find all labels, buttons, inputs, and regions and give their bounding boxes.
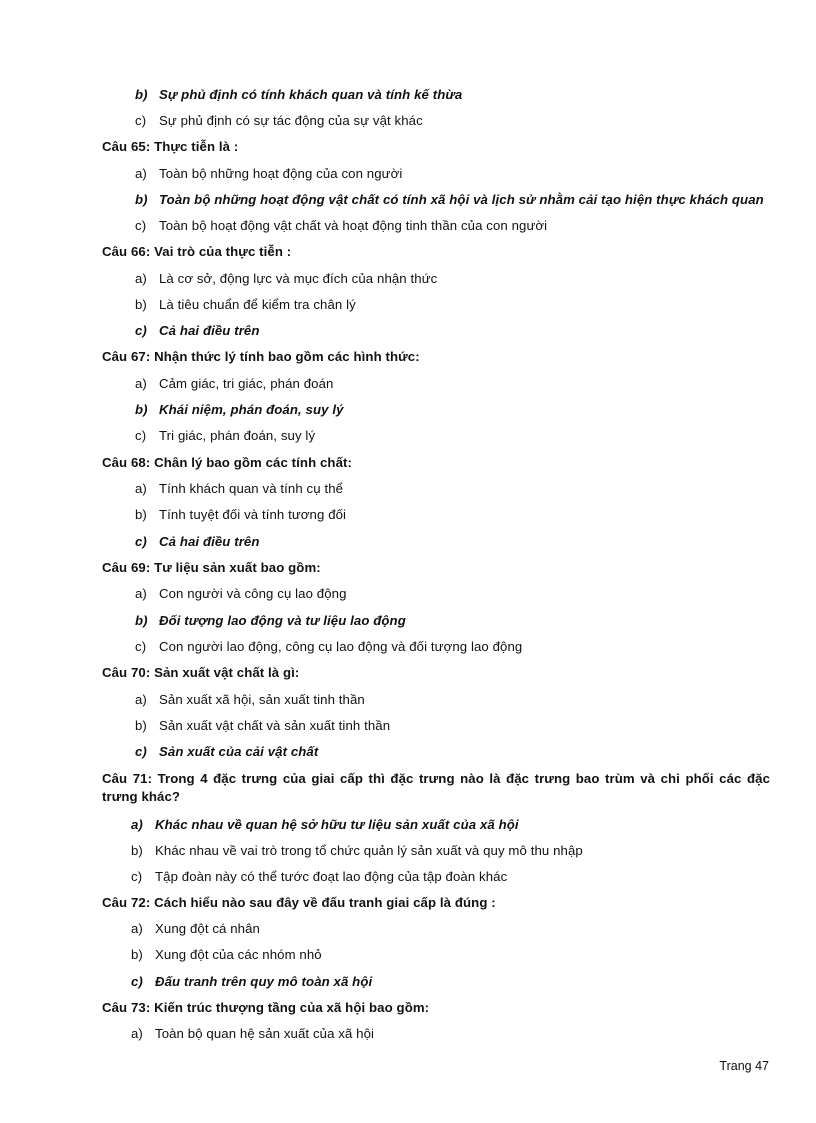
option-label: c): [135, 534, 147, 549]
answer-option: [135, 691, 365, 709]
answer-option: [135, 270, 437, 288]
option-text: Khác nhau về quan hệ sở hữu tư liệu sản xuất của xã hội: [155, 817, 519, 832]
answer-option: [135, 401, 344, 419]
option-label: c): [135, 744, 147, 759]
option-text: Khác nhau về vai trò trong tổ chức quản lý sản xuất và quy mô thu nhập: [155, 843, 583, 858]
option-label: c): [131, 869, 143, 884]
answer-option: [135, 296, 356, 314]
option-label: b): [135, 192, 148, 207]
option-text: Đối tượng lao động và tư liệu lao động: [159, 613, 406, 628]
answer-option: [131, 946, 322, 964]
answer-option: [135, 585, 347, 603]
page-number: Trang 47: [719, 1059, 769, 1073]
option-text: Cả hai điều trên: [159, 323, 260, 338]
option-label: b): [135, 297, 147, 312]
option-text: Tính tuyệt đối và tính tương đối: [159, 507, 347, 522]
option-text: Xung đột cá nhân: [155, 921, 260, 936]
option-label: a): [135, 692, 147, 707]
answer-option: [135, 112, 423, 130]
option-text: Đấu tranh trên quy mô toàn xã hội: [155, 974, 373, 989]
option-text: Cảm giác, tri giác, phán đoán: [159, 376, 334, 391]
answer-option: [135, 612, 406, 630]
option-label: b): [131, 947, 143, 962]
answer-option: [135, 375, 333, 393]
question-heading: Câu 73: Kiến trúc thượng tầng của xã hội bao gồm:: [102, 1000, 430, 1015]
question-heading: Câu 72: Cách hiểu nào sau đây về đấu tranh giai cấp là đúng :: [102, 895, 496, 910]
option-text: Cả hai điều trên: [159, 534, 260, 549]
answer-option: [135, 86, 462, 104]
answer-option: [131, 816, 519, 834]
option-text: Là tiêu chuẩn để kiểm tra chân lý: [159, 297, 356, 312]
answer-option: [131, 842, 583, 860]
answer-option: [135, 191, 764, 209]
option-text: Tập đoàn này có thể tước đoạt lao động của tập đoàn khác: [155, 869, 508, 884]
option-text: Toàn bộ hoạt động vật chất và hoạt động tinh thần của con người: [159, 218, 548, 233]
answer-option: [135, 717, 390, 735]
answer-option: [131, 973, 372, 991]
option-text: Sự phủ định có tính khách quan và tính kế thừa: [159, 87, 463, 102]
option-label: b): [135, 402, 148, 417]
option-text: Xung đột của các nhóm nhỏ: [155, 947, 322, 962]
option-label: a): [135, 166, 147, 181]
option-label: a): [131, 817, 143, 832]
question-heading: Câu 65: Thực tiễn là :: [102, 139, 239, 154]
answer-option: [135, 427, 315, 445]
option-label: c): [135, 428, 147, 443]
option-label: c): [135, 218, 147, 233]
question-heading: Câu 67: Nhận thức lý tính bao gồm các hình thức:: [102, 349, 420, 364]
option-label: c): [135, 639, 147, 654]
question-heading: Câu 71: Trong 4 đặc trưng của giai cấp thì đặc trưng nào là đặc trưng bao trùm và chi phối các đặc trưng khác?: [102, 771, 770, 804]
answer-option: [135, 743, 318, 761]
question-heading: Câu 70: Sản xuất vật chất là gì:: [102, 665, 300, 680]
option-label: b): [135, 718, 147, 733]
answer-option: [135, 480, 343, 498]
option-label: a): [135, 586, 147, 601]
option-label: a): [135, 481, 147, 496]
option-text: Sản xuất vật chất và sản xuất tinh thần: [159, 718, 391, 733]
option-label: b): [131, 843, 143, 858]
option-text: Toàn bộ những hoạt động vật chất có tính xã hội và lịch sử nhằm cải tạo hiện thực khách quan: [159, 192, 764, 207]
answer-option: [135, 322, 260, 340]
option-label: a): [135, 376, 147, 391]
option-text: Con người lao động, công cụ lao động và đối tượng lao động: [159, 639, 523, 654]
option-text: Con người và công cụ lao động: [159, 586, 347, 601]
option-text: Tính khách quan và tính cụ thể: [159, 481, 344, 496]
answer-option: [135, 638, 522, 656]
option-label: a): [131, 1026, 143, 1041]
answer-option: [131, 1025, 374, 1043]
answer-option: [135, 165, 402, 183]
option-text: Toàn bộ những hoạt động của con người: [159, 166, 403, 181]
option-text: Sự phủ định có sự tác động của sự vật khác: [159, 113, 423, 128]
option-label: c): [131, 974, 143, 989]
answer-option: [135, 217, 547, 235]
option-text: Toàn bộ quan hệ sản xuất của xã hội: [155, 1026, 375, 1041]
option-text: Sản xuất của cải vật chất: [159, 744, 319, 759]
answer-option: [131, 868, 507, 886]
option-text: Tri giác, phán đoán, suy lý: [159, 428, 316, 443]
option-label: b): [135, 87, 148, 102]
option-label: a): [135, 271, 147, 286]
option-label: a): [131, 921, 143, 936]
answer-option: [131, 920, 260, 938]
option-label: b): [135, 507, 147, 522]
option-text: Khái niệm, phán đoán, suy lý: [159, 402, 344, 417]
question-heading: Câu 66: Vai trò của thực tiễn :: [102, 244, 292, 259]
question-heading: Câu 68: Chân lý bao gồm các tính chất:: [102, 455, 353, 470]
question-heading: Câu 69: Tư liệu sản xuất bao gồm:: [102, 560, 321, 575]
answer-option: [135, 533, 260, 551]
option-text: Sản xuất xã hội, sản xuất tinh thần: [159, 692, 365, 707]
option-label: c): [135, 323, 147, 338]
option-label: c): [135, 113, 147, 128]
option-text: Là cơ sở, động lực và mục đích của nhận thức: [159, 271, 438, 286]
option-label: b): [135, 613, 148, 628]
answer-option: [135, 506, 346, 524]
